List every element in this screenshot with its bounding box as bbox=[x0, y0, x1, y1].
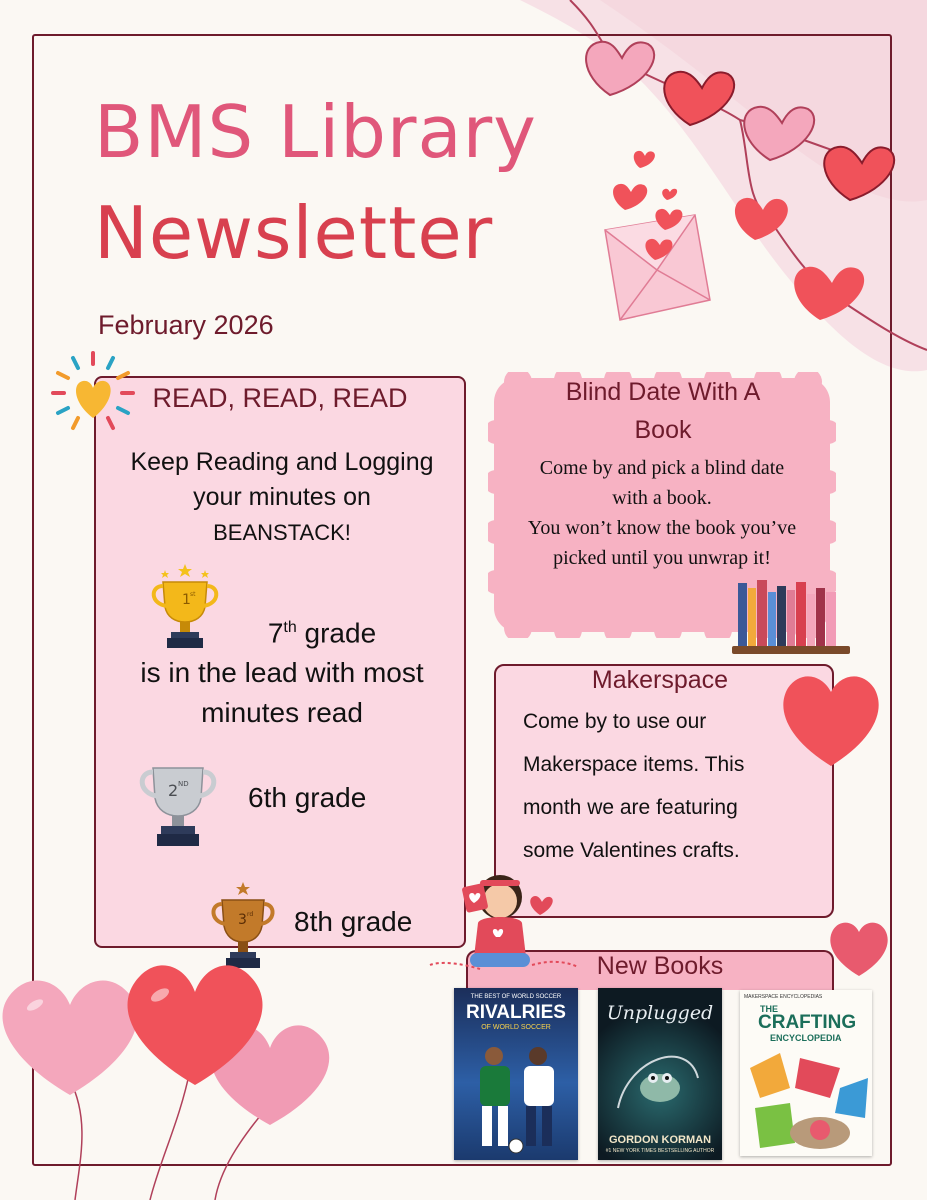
gold-trophy-rank: 1 bbox=[182, 592, 191, 608]
book-subtitle-rivalries: OF WORLD SOCCER bbox=[481, 1024, 551, 1031]
second-place-text: 6th grade bbox=[248, 782, 367, 813]
girl-with-hearts-icon bbox=[420, 865, 580, 980]
book-cover-rivalries bbox=[454, 988, 578, 1160]
heart-icon bbox=[586, 42, 654, 95]
newsletter-date: February 2026 bbox=[98, 310, 274, 340]
makerspace-body-line3: month we are featuring bbox=[523, 796, 738, 819]
bookshelf-icon bbox=[730, 578, 855, 658]
reading-intro bbox=[96, 445, 468, 550]
book-title-crafting: CRAFTING bbox=[758, 1012, 857, 1033]
first-place-grade-word: grade bbox=[296, 617, 377, 649]
first-place-grade bbox=[96, 608, 468, 653]
blind-date-body-line4: picked until you unwrap it! bbox=[553, 547, 771, 569]
sunburst-heart-icon bbox=[48, 348, 138, 438]
blind-date-body-line3: You won’t know the book you’ve bbox=[527, 517, 797, 539]
makerspace-heading: Makerspace bbox=[591, 666, 729, 694]
silver-trophy-rank: 2 bbox=[168, 781, 179, 800]
blind-date-heading-line2: Book bbox=[634, 416, 692, 444]
reading-intro-line3: BEANSTACK! bbox=[213, 520, 351, 545]
soccer-players-icon bbox=[454, 1036, 578, 1160]
gold-trophy-rank-suffix: st bbox=[190, 591, 196, 598]
makerspace-body-line4: some Valentines crafts. bbox=[523, 839, 740, 862]
blind-date-body-line1: Come by and pick a blind date bbox=[539, 457, 785, 479]
book-title-unplugged: Unplugged bbox=[606, 1002, 714, 1024]
book-series-rivalries: THE BEST OF WORLD SOCCER bbox=[470, 994, 562, 1000]
book-title-rivalries: RIVALRIES bbox=[466, 1002, 566, 1023]
first-place-line3: minutes read bbox=[201, 697, 363, 729]
heart-balloons-icon bbox=[0, 950, 360, 1200]
book-title-crafting-encyclopedia: ENCYCLOPEDIA bbox=[770, 1033, 842, 1043]
newsletter-title-line2: Newsletter bbox=[94, 191, 494, 275]
bronze-trophy-rank: 3 bbox=[238, 912, 247, 928]
blind-date-body bbox=[488, 453, 836, 573]
first-place-grade-number: 7 bbox=[267, 617, 284, 649]
blind-date-body-line2: with a book. bbox=[612, 487, 712, 509]
book-title-crafting-the: THE bbox=[760, 1004, 778, 1014]
newsletter-title-line1: BMS Library bbox=[94, 90, 537, 174]
silver-trophy-icon bbox=[133, 748, 223, 850]
heart-icon bbox=[826, 918, 892, 978]
heart-icon bbox=[776, 668, 886, 768]
new-books-heading: New Books bbox=[596, 952, 724, 980]
book-author-unplugged: GORDON KORMAN bbox=[608, 1134, 712, 1146]
reading-heading: READ, READ, READ bbox=[152, 383, 408, 413]
love-envelope-icon bbox=[595, 170, 720, 330]
silver-trophy-rank-suffix: ND bbox=[178, 780, 189, 788]
reading-intro-line1: Keep Reading and Logging bbox=[130, 448, 434, 476]
book-series-crafting: MAKERSPACE ENCYCLOPEDIAS bbox=[744, 994, 823, 1000]
third-place-text: 8th grade bbox=[294, 906, 413, 937]
first-place-grade-suffix: th bbox=[283, 619, 297, 636]
bronze-trophy-rank-suffix: rd bbox=[247, 911, 254, 918]
blind-date-heading bbox=[500, 373, 826, 449]
first-place-text bbox=[96, 608, 468, 733]
craft-supplies-icon bbox=[740, 1048, 872, 1156]
book-cover-crafting bbox=[740, 990, 872, 1156]
book-cover-unplugged bbox=[598, 988, 722, 1160]
blind-date-heading-line1: Blind Date With A bbox=[565, 378, 761, 406]
reading-intro-line2: your minutes on bbox=[193, 483, 371, 511]
frog-plug-icon bbox=[598, 1028, 722, 1128]
makerspace-body-line1: Come by to use our bbox=[523, 710, 707, 733]
first-place-line2: is in the lead with most bbox=[140, 657, 424, 689]
book-tagline-unplugged: #1 NEW YORK TIMES BESTSELLING AUTHOR bbox=[605, 1148, 715, 1154]
makerspace-body-line2: Makerspace items. This bbox=[523, 753, 745, 776]
